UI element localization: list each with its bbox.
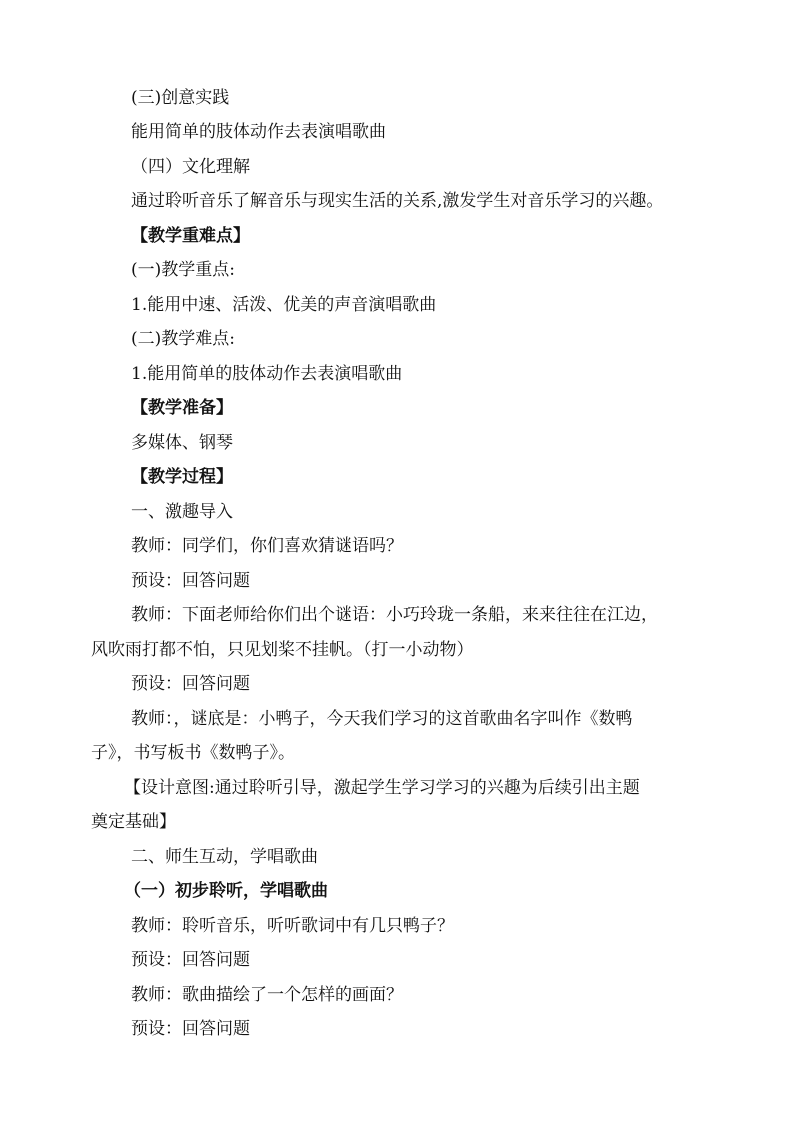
subheading-key-point: (一)教学重点: bbox=[131, 260, 235, 280]
design-intent-note-continuation: 奠定基础】 bbox=[91, 812, 176, 832]
design-intent-note: 【设计意图:通过聆听引导，激起学生学习学习的兴趣为后续引出主题 bbox=[124, 778, 640, 798]
paragraph-continuation: 子》，书写板书《数鸭子》。 bbox=[91, 743, 295, 763]
subheading-interaction: 二、师生互动，学唱歌曲 bbox=[131, 847, 318, 867]
paragraph: 预设：回答问题 bbox=[131, 950, 250, 970]
paragraph: 教师：同学们，你们喜欢猜谜语吗？ bbox=[131, 536, 403, 556]
subheading-intro: 一、激趣导入 bbox=[131, 502, 233, 522]
paragraph: 预设：回答问题 bbox=[131, 1019, 250, 1039]
paragraph-continuation: 风吹雨打都不怕，只见划桨不挂帆。（打一小动物） bbox=[91, 640, 474, 660]
paragraph: 教师：歌曲描绘了一个怎样的画面？ bbox=[131, 985, 403, 1005]
section-title-key-points: 【教学重难点】 bbox=[131, 226, 250, 246]
paragraph: 教师：下面老师给你们出个谜语：小巧玲珑一条船，来来往往在江边， bbox=[131, 605, 658, 625]
list-item: 1.能用简单的肢体动作去表演唱歌曲 bbox=[131, 364, 403, 384]
paragraph: 预设：回答问题 bbox=[131, 674, 250, 694]
paragraph: 能用简单的肢体动作去表演唱歌曲 bbox=[131, 122, 386, 142]
subheading-difficult-point: (二)教学难点: bbox=[131, 329, 235, 349]
paragraph: 预设：回答问题 bbox=[131, 571, 250, 591]
section-title-process: 【教学过程】 bbox=[131, 467, 233, 487]
section-title-preparation: 【教学准备】 bbox=[131, 398, 233, 418]
paragraph: 通过聆听音乐了解音乐与现实生活的关系,激发学生对音乐学习的兴趣。 bbox=[131, 191, 664, 211]
paragraph: 教师：，谜底是：小鸭子，今天我们学习的这首歌曲名字叫作《数鸭 bbox=[131, 709, 633, 729]
paragraph: 多媒体、钢琴 bbox=[131, 433, 233, 453]
subheading-initial-listening: （一）初步聆听，学唱歌曲 bbox=[124, 881, 328, 901]
list-item: 1.能用中速、活泼、优美的声音演唱歌曲 bbox=[131, 295, 437, 315]
section-heading-cultural-understanding: （四）文化理解 bbox=[131, 157, 250, 177]
paragraph: 教师：聆听音乐，听听歌词中有几只鸭子？ bbox=[131, 916, 454, 936]
section-heading-creative-practice: (三)创意实践 bbox=[131, 88, 230, 108]
